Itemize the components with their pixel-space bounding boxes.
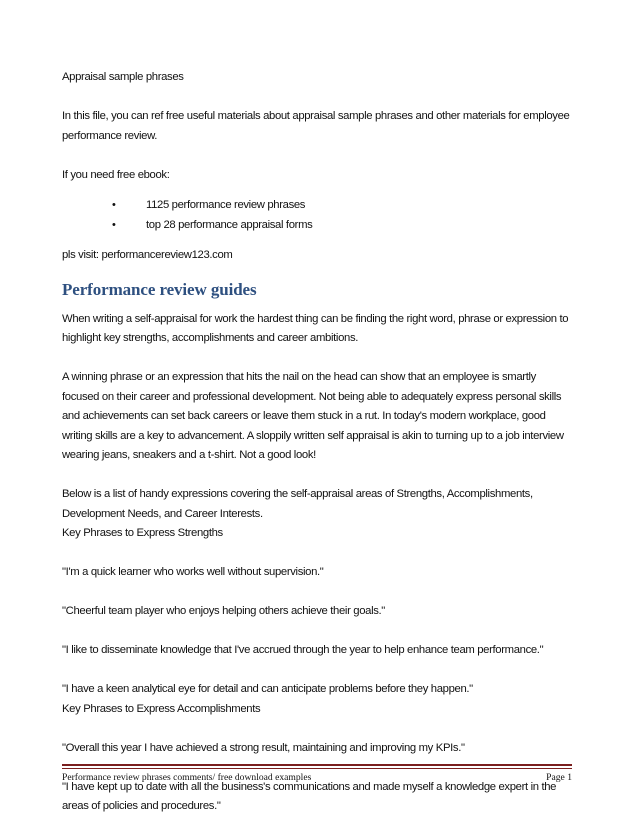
title-line: Appraisal sample phrases: [62, 71, 184, 83]
footer-title: Performance review phrases comments/ free download examples: [62, 772, 312, 783]
list-item: [62, 216, 572, 236]
page-number: Page 1: [546, 772, 572, 783]
section-heading: Performance review guides: [62, 279, 257, 299]
bullet-icon: •: [112, 218, 116, 231]
paragraph-1: When writing a self-appraisal for work the hardest thing can be finding the right word, phrase or expression to highlight key strengths, accomplishments and career ambitions.: [62, 312, 569, 344]
quote-1: "I'm a quick learner who works well without supervision.": [62, 566, 324, 578]
list-item: [62, 196, 572, 216]
quote-6: "I have kept up to date with all the business's communications and made myself a knowledge expert in the areas of policies and procedures.": [62, 780, 557, 812]
strengths-heading: Key Phrases to Express Strengths: [62, 527, 223, 539]
visit-line: pls visit: performancereview123.com: [62, 249, 233, 261]
list-item-text: 1125 performance review phrases: [146, 199, 306, 211]
page-content: [62, 68, 572, 817]
footer-divider-thin: [62, 768, 572, 769]
quote-2: "Cheerful team player who enjoys helping others achieve their goals.": [62, 605, 385, 617]
intro-paragraph: In this file, you can ref free useful materials about appraisal sample phrases and other materials for employee performance review.: [62, 110, 570, 142]
quote-3: "I like to disseminate knowledge that I've accrued through the year to help enhance team performance.": [62, 644, 544, 656]
bullet-icon: •: [112, 199, 116, 211]
footer-divider: [62, 764, 572, 766]
quote-5: "Overall this year I have achieved a strong result, maintaining and improving my KPIs.": [62, 741, 465, 754]
page-footer: [62, 771, 572, 785]
quote-4: "I have a keen analytical eye for detail and can anticipate problems before they happen.": [62, 683, 473, 695]
ebook-prompt: If you need free ebook:: [62, 168, 170, 181]
paragraph-3: Below is a list of handy expressions covering the self-appraisal areas of Strengths, Accomplishments, Development Needs, and Career Interests.: [62, 488, 533, 520]
accomplishments-heading: Key Phrases to Express Accomplishments: [62, 702, 261, 715]
list-item-text: top 28 performance appraisal forms: [146, 218, 313, 231]
ebook-list: [62, 196, 572, 235]
paragraph-2: A winning phrase or an expression that hits the nail on the head can show that an employee is smartly focused on their career and professional development. Not being able to adequately express personal skills and achievements can set back careers or leave them stuck in a rut. In today's modern workplace, good writing skills are a key to advancement. A sloppily written self appraisal is akin to turning up to a job interview wearing jeans, sneakers and a t-shirt. Not a good look!: [62, 371, 564, 461]
